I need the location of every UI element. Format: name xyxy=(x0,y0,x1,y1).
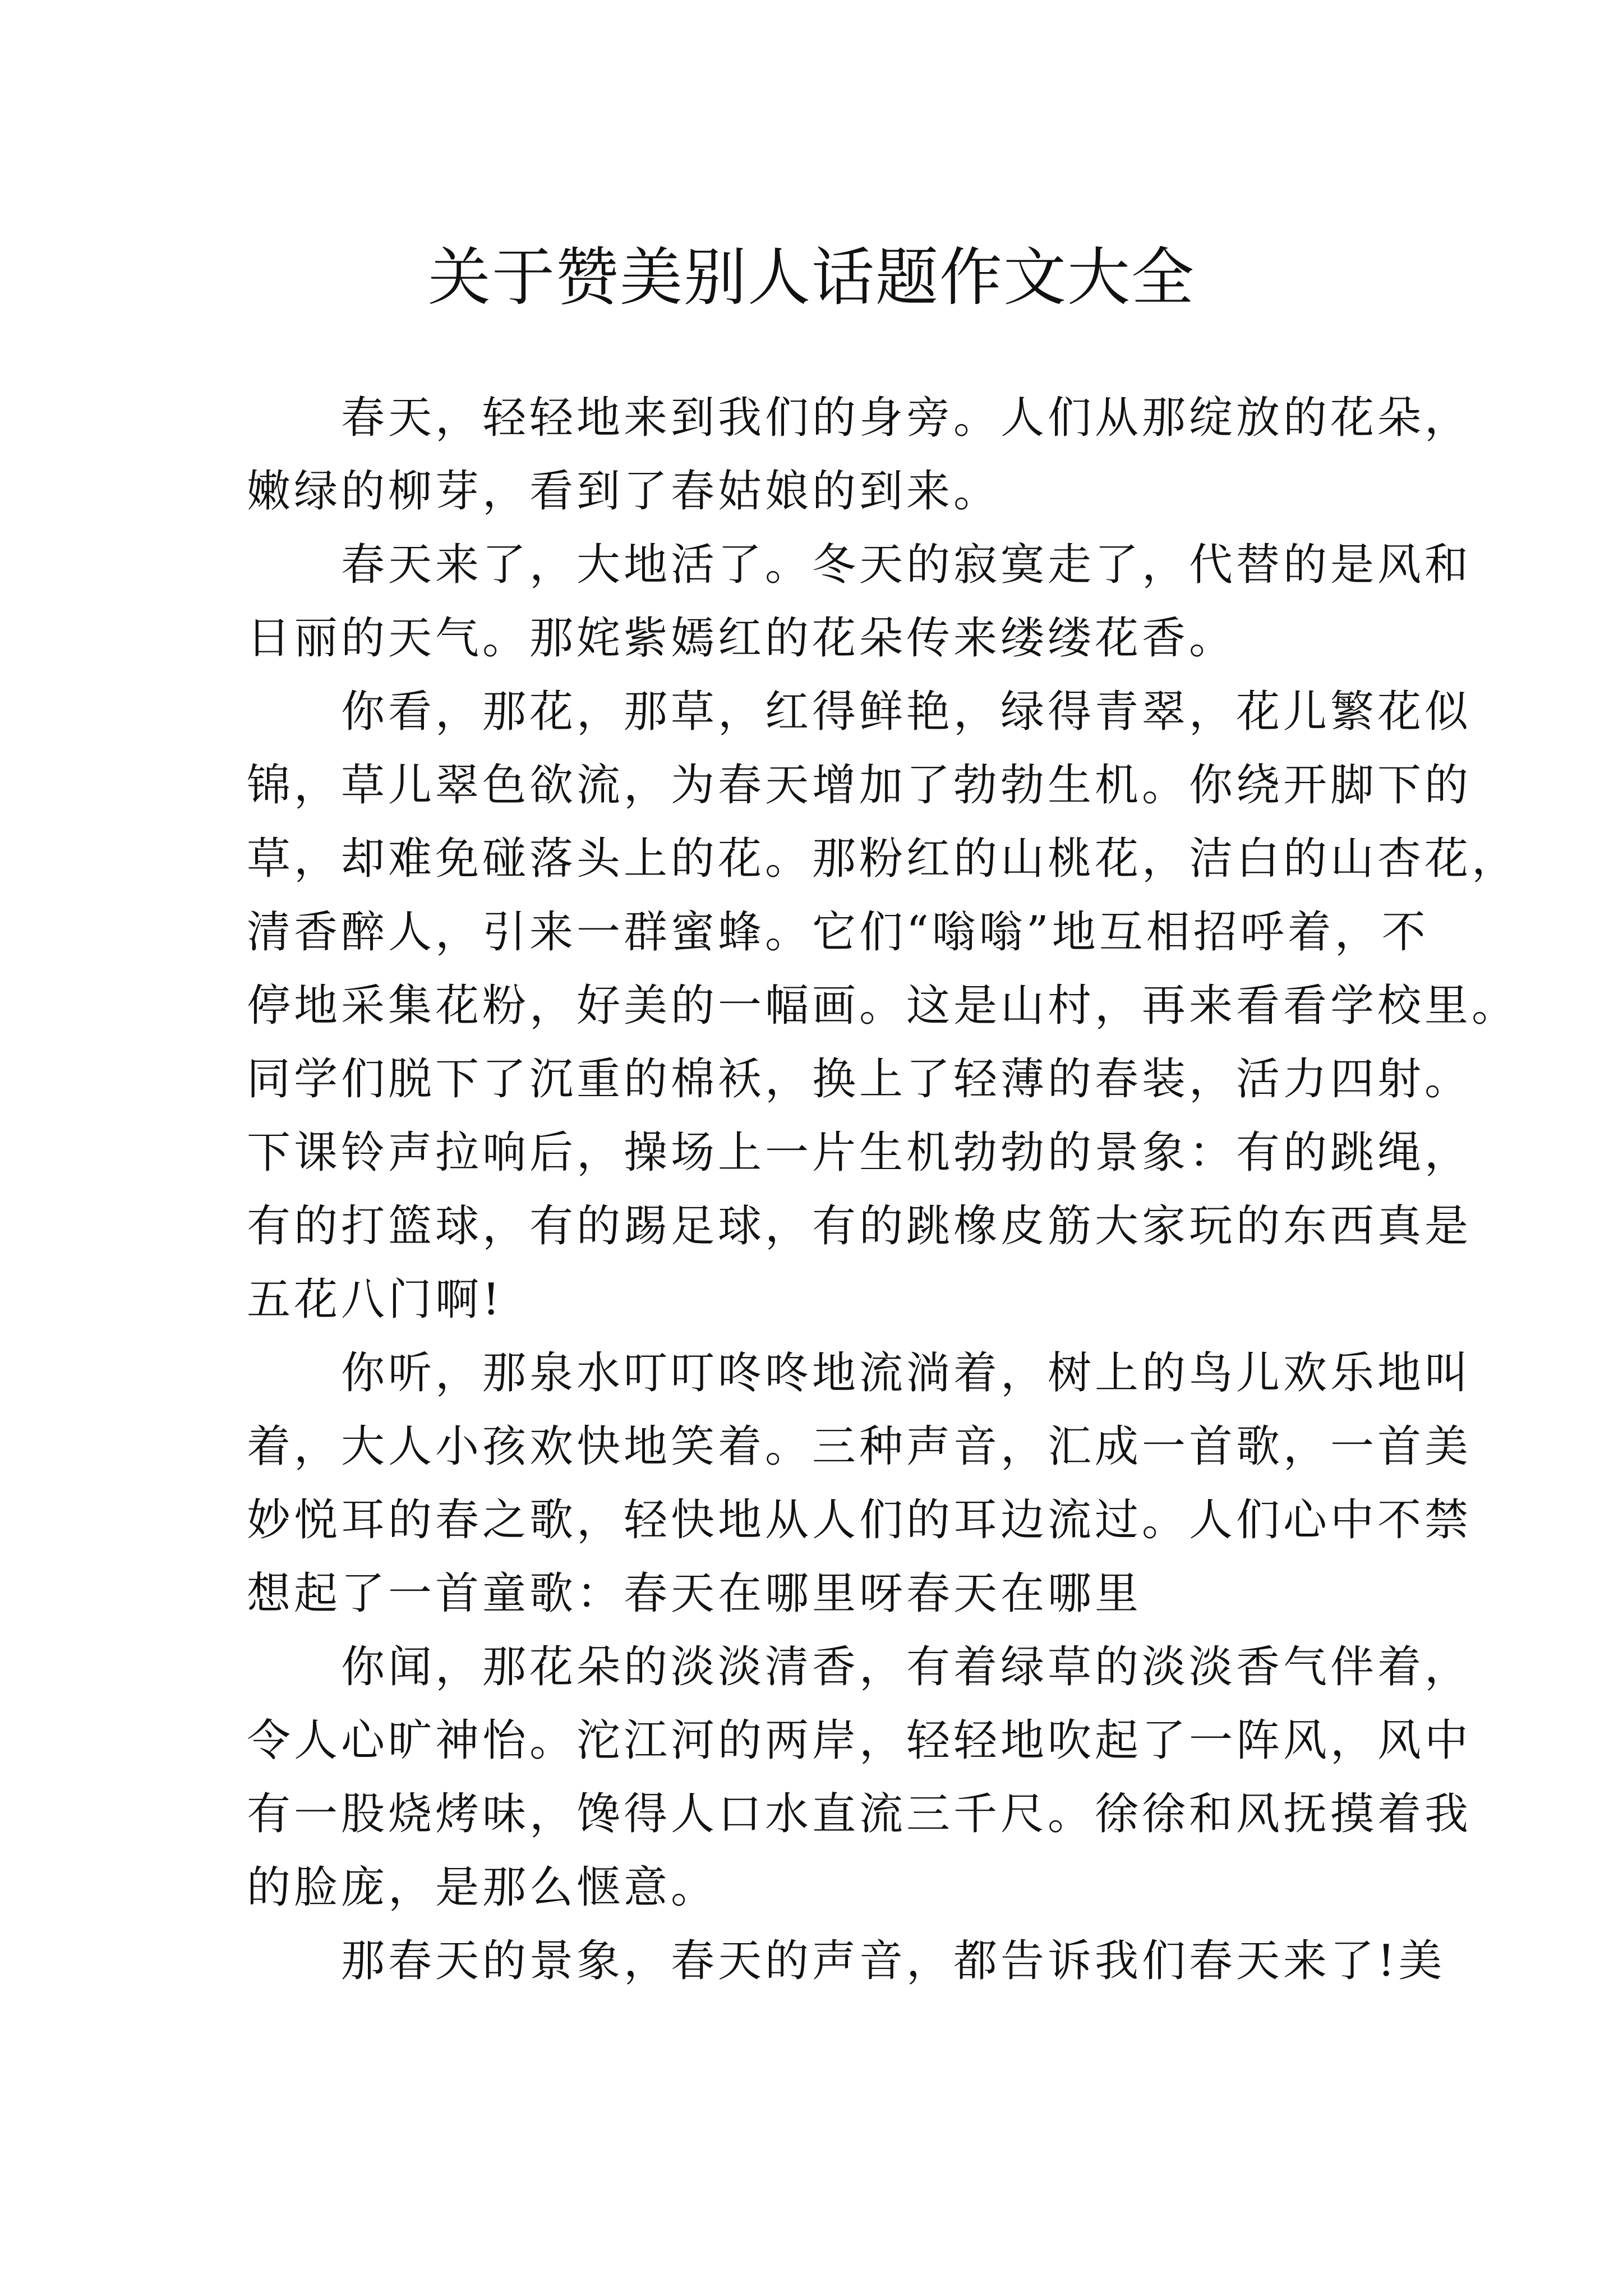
paragraph-6-line-1: 那春天的景象，春天的声音，都告诉我们春天来了!美 xyxy=(341,1936,1446,1986)
paragraph-3-line-6: 同学们脱下了沉重的棉袄，换上了轻薄的春装，活力四射。 xyxy=(247,1054,1472,1105)
paragraph-5-line-2: 令人心旷神怡。沱江河的两岸，轻轻地吹起了一阵风，风中 xyxy=(247,1715,1472,1766)
paragraph-2-line-1: 春天来了，大地活了。冬天的寂寞走了，代替的是风和 xyxy=(341,540,1472,590)
paragraph-3-line-5: 停地采集花粉，好美的一幅画。这是山村，再来看看学校里。 xyxy=(247,981,1519,1031)
paragraph-5-line-1: 你闻，那花朵的淡淡清香，有着绿草的淡淡香气伴着， xyxy=(341,1642,1472,1692)
paragraph-5-line-3: 有一股烧烤味，馋得人口水直流三千尺。徐徐和风抚摸着我 xyxy=(247,1789,1472,1839)
paragraph-5-line-4: 的脸庞，是那么惬意。 xyxy=(247,1862,718,1913)
paragraph-3-line-3: 草，却难免碰落头上的花。那粉红的山桃花，洁白的山杏花， xyxy=(247,834,1519,884)
paragraph-1-line-2: 嫩绿的柳芽，看到了春姑娘的到来。 xyxy=(247,466,1001,517)
paragraph-3-line-1: 你看，那花，那草，红得鲜艳，绿得青翠，花儿繁花似 xyxy=(341,687,1472,737)
paragraph-3-line-7: 下课铃声拉响后，操场上一片生机勃勃的景象：有的跳绳， xyxy=(247,1128,1472,1178)
paragraph-4-line-4: 想起了一首童歌：春天在哪里呀春天在哪里 xyxy=(247,1568,1142,1619)
paragraph-4-line-3: 妙悦耳的春之歌，轻快地从人们的耳边流过。人们心中不禁 xyxy=(247,1495,1472,1545)
document-body xyxy=(247,381,1519,1998)
paragraph-1-line-1: 春天，轻轻地来到我们的身旁。人们从那绽放的花朵， xyxy=(341,393,1472,443)
paragraph-3-line-2: 锦，草儿翠色欲流，为春天增加了勃勃生机。你绕开脚下的 xyxy=(247,760,1472,811)
document-title: 关于赞美别人话题作文大全 xyxy=(428,241,1195,315)
paragraph-3-line-4: 清香醉人，引来一群蜜蜂。它们“嗡嗡”地互相招呼着，不 xyxy=(247,907,1429,958)
paragraph-4-line-2: 着，大人小孩欢快地笑着。三种声音，汇成一首歌，一首美 xyxy=(247,1421,1472,1472)
paragraph-4-line-1: 你听，那泉水叮叮咚咚地流淌着，树上的鸟儿欢乐地叫 xyxy=(341,1348,1472,1398)
paragraph-3-line-8: 有的打篮球，有的踢足球，有的跳橡皮筋大家玩的东西真是 xyxy=(247,1201,1472,1251)
paragraph-2-line-2: 日丽的天气。那姹紫嫣红的花朵传来缕缕花香。 xyxy=(247,613,1237,664)
paragraph-3-line-9: 五花八门啊! xyxy=(247,1274,504,1325)
